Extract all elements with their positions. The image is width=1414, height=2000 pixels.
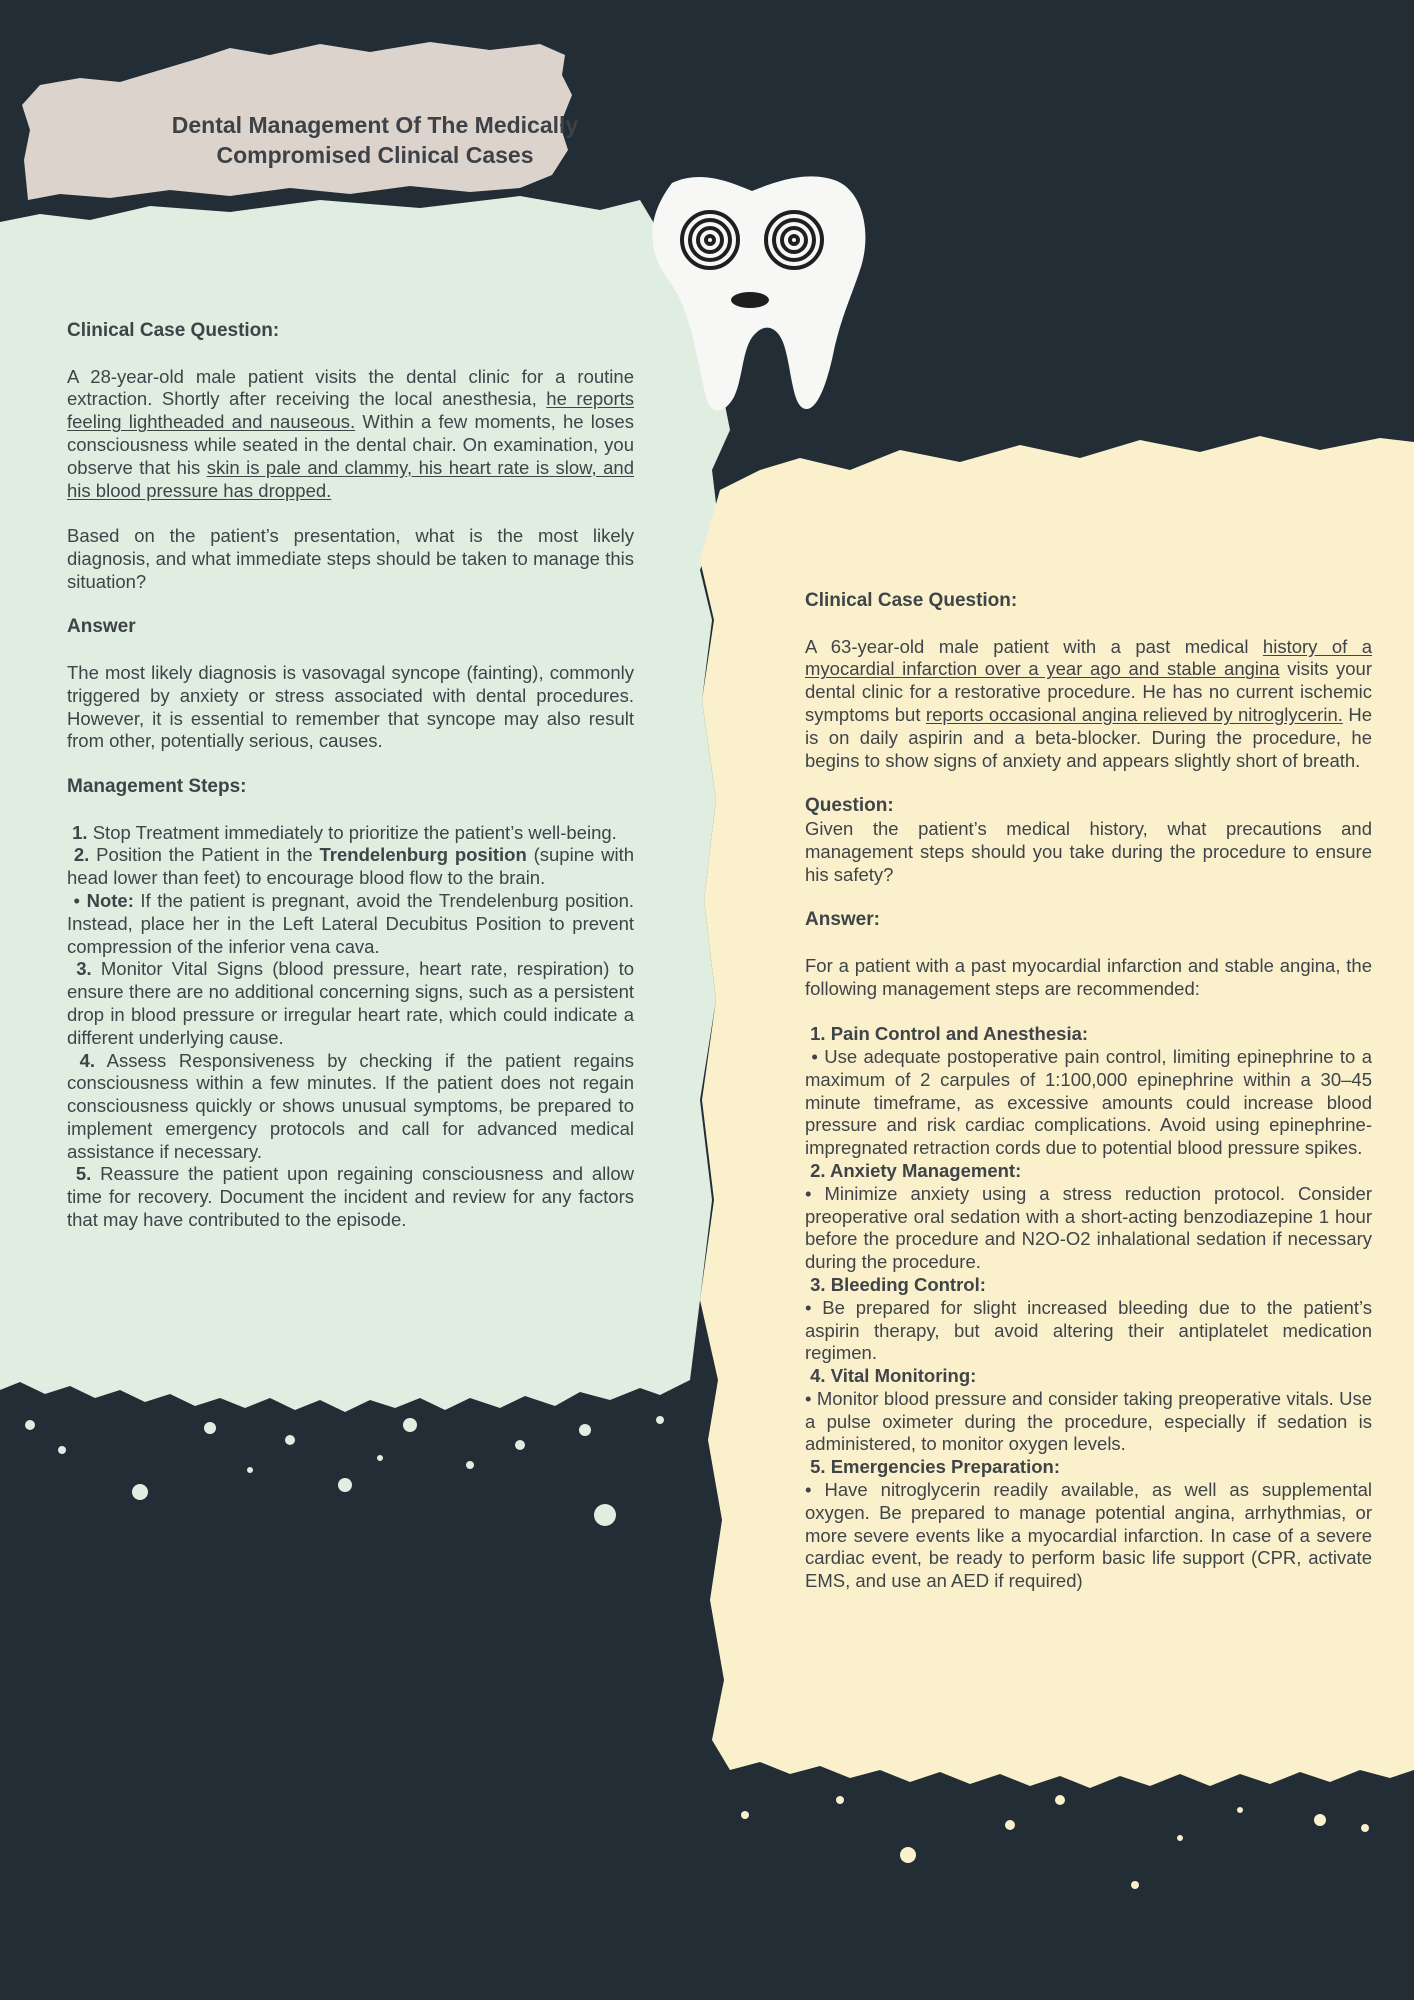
item-3-text: • Be prepared for slight increased bleeding due to the patient’s aspirin therapy, but avoid altering their antiplatelet medication regimen. xyxy=(805,1296,1372,1364)
item-3-title-text: 3. Bleeding Control: xyxy=(810,1273,986,1295)
item-1-title xyxy=(805,1023,1372,1046)
step-1-text: Stop Treatment immediately to prioritize the patient’s well-being. xyxy=(87,821,617,843)
item-5-title-text: 5. Emergencies Preparation: xyxy=(810,1456,1060,1478)
case1-management-heading: Management Steps: xyxy=(67,775,247,797)
step-2-bold: Trendelenburg position xyxy=(319,844,527,866)
case2-history-underline: history of a myocardial infarction over a year ago and stable angina xyxy=(805,635,1372,680)
case2-answer-heading: Answer: xyxy=(805,909,880,931)
tooth-illustration xyxy=(632,165,872,415)
case1-scenario xyxy=(67,366,634,503)
page-title xyxy=(110,110,640,170)
case2-scenario-c: He is on daily aspirin and a beta-blocker. During the procedure, he begins to show signs of anxiety and appears slightly short of breath. xyxy=(805,703,1372,771)
step-5 xyxy=(67,1163,634,1231)
item-2-title xyxy=(805,1160,1372,1183)
case2-column xyxy=(805,590,1372,1593)
note-label: Note: xyxy=(86,889,134,911)
case2-management-list xyxy=(805,1023,1372,1593)
item-3-title xyxy=(805,1274,1372,1297)
case1-symptom-underline: he reports feeling lightheaded and nauseous. xyxy=(67,388,634,433)
case2-question: Given the patient’s medical history, what precautions and management steps should you take during the procedure to ensure his safety? xyxy=(805,817,1372,885)
case2-scenario xyxy=(805,636,1372,773)
step-2-text-a: Position the Patient in the xyxy=(89,844,320,866)
case2-scenario-b: visits your dental clinic for a restorative procedure. He has no current ischemic symptoms but xyxy=(805,658,1372,725)
step-4 xyxy=(67,1050,634,1164)
step-4-text: Assess Responsiveness by checking if the patient regains consciousness within a few minutes. If the patient does not regain consciousness quickly or shows unusual symptoms, be prepared to implement emergency protocols and call for advanced medical assistance if necessary. xyxy=(67,1049,634,1162)
step-3-number: 3. xyxy=(76,958,92,980)
case1-scenario-b: Within a few moments, he loses consciousness while seated in the dental chair. On examination, you observe that his xyxy=(67,411,634,478)
title-line-1: Dental Management Of The Medically xyxy=(171,112,579,138)
step-5-text: Reassure the patient upon regaining consciousness and allow time for recovery. Document the incident and review for any factors that may have contributed to the episode. xyxy=(67,1163,635,1231)
case2-question-heading: Question: xyxy=(805,795,894,817)
case2-angina-underline: reports occasional angina relieved by nitroglycerin. xyxy=(925,703,1343,725)
step-3 xyxy=(67,958,634,1049)
item-4-title-text: 4. Vital Monitoring: xyxy=(810,1365,977,1387)
step-2-number: 2. xyxy=(73,844,90,866)
case1-signs-underline: skin is pale and clammy, his heart rate is slow, and his blood pressure has dropped. xyxy=(67,456,634,501)
item-1-title-text: 1. Pain Control and Anesthesia: xyxy=(810,1023,1089,1045)
step-note xyxy=(67,890,634,958)
title-line-2: Compromised Clinical Cases xyxy=(216,142,534,168)
step-5-number: 5. xyxy=(75,1163,92,1185)
case1-heading: Clinical Case Question: xyxy=(67,320,280,341)
note-bullet: • xyxy=(73,889,81,911)
step-2 xyxy=(67,844,634,890)
case1-steps xyxy=(67,822,634,1232)
case2-heading: Clinical Case Question: xyxy=(805,590,1018,611)
note-text: If the patient is pregnant, avoid the Trendelenburg position. Instead, place her in the Left Lateral Decubitus Position to prevent compression of the inferior vena cava. xyxy=(67,889,634,957)
step-2-text-b: (supine with head lower than feet) to encourage blood flow to the brain. xyxy=(67,844,635,889)
case2-scenario-a: A 63-year-old male patient with a past medical xyxy=(805,635,1263,657)
case1-question: Based on the patient’s presentation, what is the most likely diagnosis, and what immediate steps should be taken to manage this situation? xyxy=(67,525,634,592)
item-2-text: • Minimize anxiety using a stress reduction protocol. Consider preoperative oral sedation with a short-acting benzodiazepine 1 hour before the procedure and N2O-O2 inhalational sedation if necessary during the procedure. xyxy=(805,1182,1372,1273)
tooth-mouth xyxy=(731,292,769,308)
item-5-title xyxy=(805,1456,1372,1479)
item-1-text xyxy=(805,1046,1372,1160)
item-1-body: • Use adequate postoperative pain control, limiting epinephrine to a maximum of 2 carpules of 1:100,000 epinephrine within a 30–45 minute timeframe, as excessive amounts could increase blood pressure and risk cardiac complications. Avoid using epinephrine-impregnated retraction cords due to potential blood pressure spikes. xyxy=(805,1045,1373,1159)
step-4-number: 4. xyxy=(79,1049,96,1071)
case2-answer: For a patient with a past myocardial infarction and stable angina, the following management steps are recommended: xyxy=(805,954,1372,999)
item-4-text: • Monitor blood pressure and consider taking preoperative vitals. Use a pulse oximeter during the procedure, especially if sedation is administered, to monitor oxygen levels. xyxy=(805,1387,1372,1455)
case1-column xyxy=(67,320,634,1232)
item-5-text: • Have nitroglycerin readily available, as well as supplemental oxygen. Be prepared to manage potential angina, arrhythmias, or more severe events like a myocardial infarction. In case of a severe cardiac event, be ready to perform basic life support (CPR, activate EMS, and use an AED if required) xyxy=(805,1479,1372,1592)
step-1-number: 1. xyxy=(72,821,88,843)
case1-answer: The most likely diagnosis is vasovagal syncope (fainting), commonly triggered by anxiety or stress associated with dental procedures. However, it is essential to remember that syncope may also result from other, potentially serious, causes. xyxy=(67,661,634,752)
step-1 xyxy=(67,822,634,845)
item-2-title-text: 2. Anxiety Management: xyxy=(810,1159,1022,1181)
step-3-text: Monitor Vital Signs (blood pressure, heart rate, respiration) to ensure there are no additional concerning signs, such as a persistent drop in blood pressure or irregular heart rate, which could indicate a different underlying cause. xyxy=(67,958,635,1048)
case1-answer-heading: Answer xyxy=(67,616,136,638)
item-4-title xyxy=(805,1365,1372,1388)
case1-scenario-a: A 28-year-old male patient visits the dental clinic for a routine extraction. Shortly after receiving the local anesthesia, xyxy=(67,365,634,410)
